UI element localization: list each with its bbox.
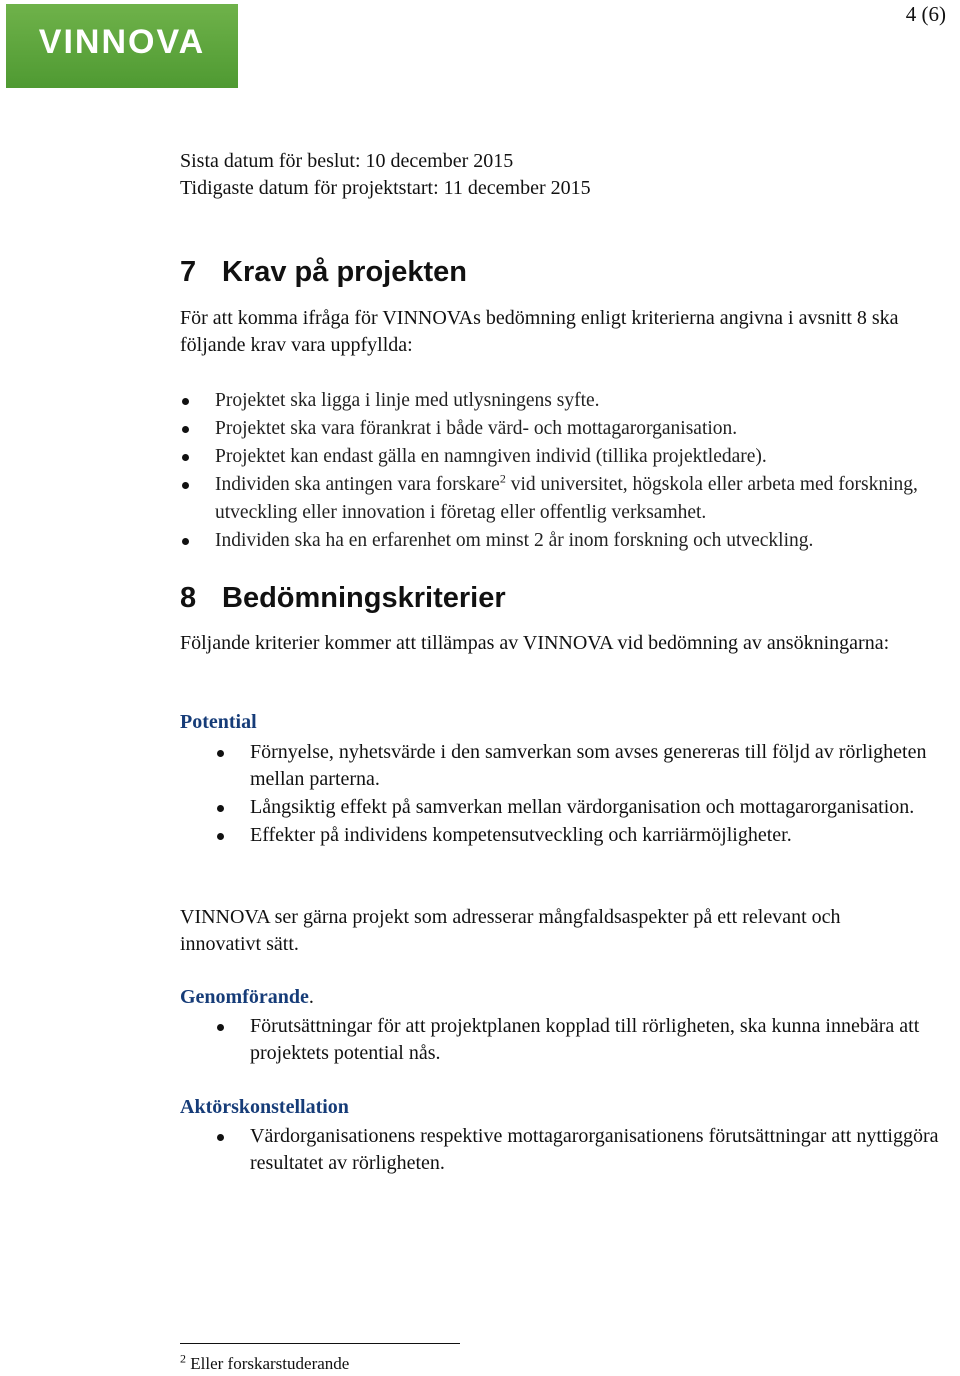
- section-7-intro: För att komma ifråga för VINNOVAs bedömning enligt kriterierna angivna i avsnitt 8 ska följande krav vara uppfyllda:: [180, 307, 899, 356]
- vinnova-logo: [6, 4, 238, 88]
- genomforande-dot: .: [308, 986, 314, 1008]
- aktor-list: [250, 1123, 950, 1177]
- decision-date: Sista datum för beslut: 10 december 2015: [180, 150, 514, 172]
- list-item: Projektet kan endast gälla en namngiven individ (tillika projektledare).: [215, 443, 935, 471]
- list-item: Individen ska ha en erfarenhet om minst 2 år inom forskning och utveckling.: [215, 527, 935, 555]
- footnote-text: Eller forskarstuderande: [186, 1354, 350, 1373]
- footnote-ref: 2: [499, 471, 506, 486]
- footnote: [180, 1351, 350, 1374]
- list-item: Långsiktig effekt på samverkan mellan värdorganisation och mottagarorganisation.: [250, 794, 950, 821]
- genomforande-title: Genomförande: [180, 986, 309, 1008]
- section-8-heading: [180, 582, 506, 615]
- vinnova-logo-mark: [6, 4, 238, 88]
- project-start-date: Tidigaste datum för projektstart: 11 december 2015: [180, 177, 591, 199]
- list-item: [215, 471, 935, 527]
- potential-list: [250, 739, 950, 849]
- diversity-note: VINNOVA ser gärna projekt som adresserar mångfaldsaspekter på ett relevant och innovativt sätt.: [180, 906, 841, 955]
- section-7-number: 7: [180, 256, 197, 288]
- section-8-number: 8: [180, 582, 197, 614]
- bullet-4-rest: vid universitet, högskola eller arbeta med forskning, utveckling eller innovation i företag eller offentlig verksamhet.: [215, 474, 918, 523]
- potential-heading: Potential: [180, 711, 257, 733]
- genomforande-heading: [180, 986, 314, 1009]
- list-item: Effekter på individens kompetensutveckling och karriärmöjligheter.: [250, 822, 950, 849]
- footnote-divider: [180, 1343, 460, 1344]
- list-item: Projektet ska vara förankrat i både värd- och mottagarorganisation.: [215, 415, 935, 443]
- aktor-heading: Aktörskonstellation: [180, 1096, 349, 1118]
- list-item: Värdorganisationens respektive mottagarorganisationens förutsättningar att nyttiggöra resultatet av rörligheten.: [250, 1123, 950, 1177]
- logo-text: VINNOVA: [38, 23, 206, 61]
- list-item: Projektet ska ligga i linje med utlysningens syfte.: [215, 387, 935, 415]
- list-item: Förutsättningar för att projektplanen kopplad till rörligheten, ska kunna innebära att projektets potential nås.: [250, 1013, 950, 1067]
- genomforande-list: [250, 1013, 950, 1067]
- page-number: 4 (6): [905, 2, 946, 26]
- section-7-heading: [180, 256, 467, 289]
- dates-block: [180, 148, 591, 202]
- section-8-title: Bedömningskriterier: [222, 582, 506, 614]
- section-7-title: Krav på projekten: [222, 256, 467, 288]
- section-8-intro: Följande kriterier kommer att tillämpas av VINNOVA vid bedömning av ansökningarna:: [180, 632, 890, 654]
- list-item: Förnyelse, nyhetsvärde i den samverkan som avses genereras till följd av rörligheten mellan parterna.: [250, 739, 950, 793]
- bullet-4-text: Individen ska antingen vara forskare: [215, 474, 500, 495]
- footnote-mark: 2: [180, 1351, 186, 1366]
- requirements-list: [215, 387, 935, 555]
